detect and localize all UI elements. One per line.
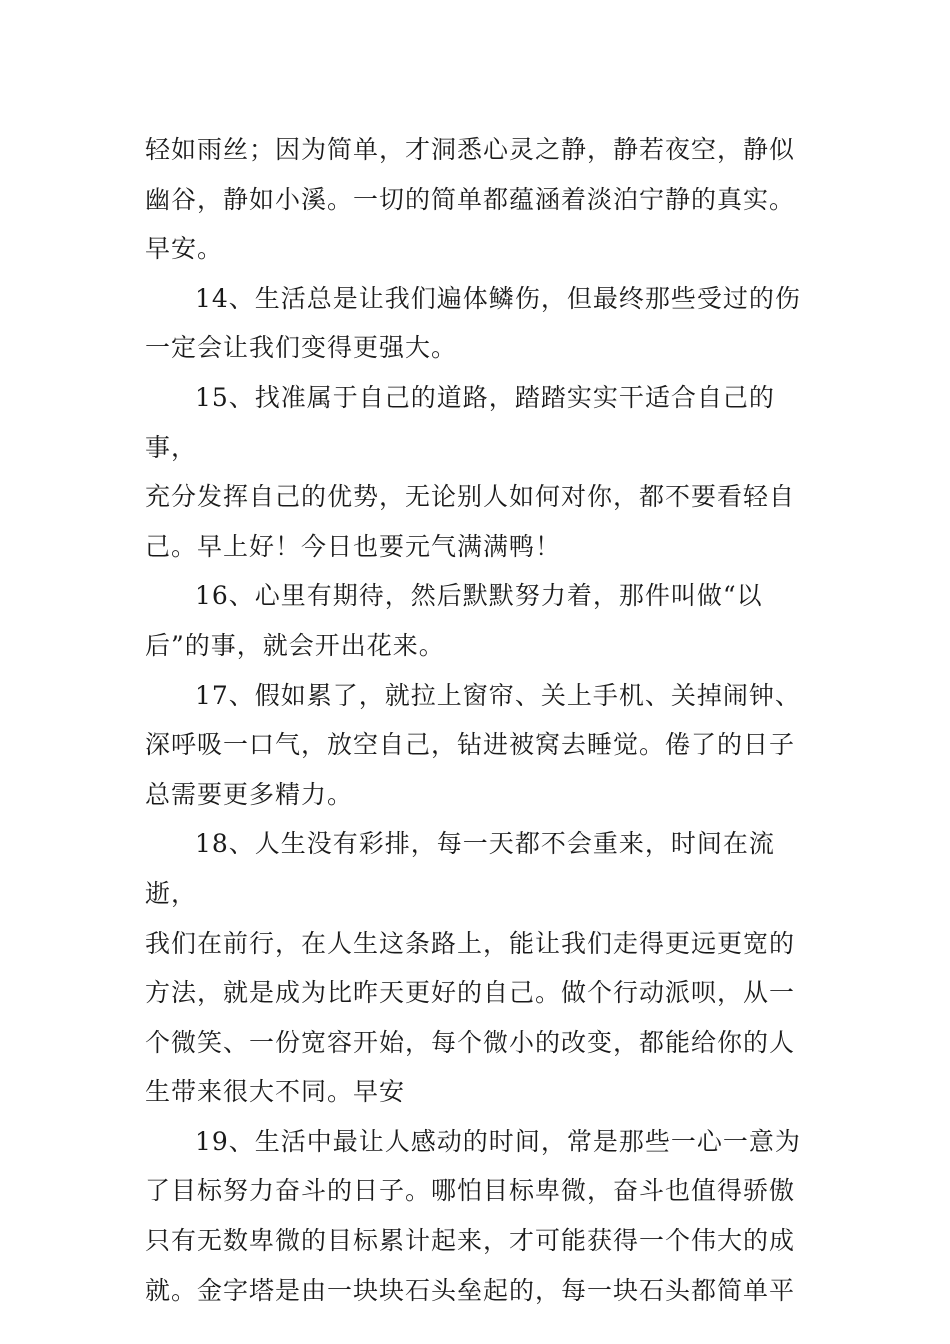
paragraph-continuation: 轻如雨丝；因为简单，才洞悉心灵之静，静若夜空，静似 幽谷，静如小溪。一切的简单都蕴涵着淡泊宁静的真实。 早安。 — [145, 135, 796, 264]
paragraph-17: 17、假如累了，就拉上窗帘、关上手机、关掉闹钟、 深呼吸一口气，放空自己，钻进被窝去睡觉。倦了的日子 总需要更多精力。 — [145, 680, 801, 809]
document-body — [145, 125, 810, 1315]
paragraph-19: 19、生活中最让人感动的时间，常是那些一心一意为 了目标努力奋斗的日子。哪怕目标卑微，奋斗也值得骄傲 只有无数卑微的目标累计起来，才可能获得一个伟大的成 就。金字塔是由一块块石头垒起的，每一块石头都简单平 — [145, 1126, 801, 1305]
paragraph-18: 18、人生没有彩排，每一天都不会重来，时间在流逝， 我们在前行，在人生这条路上，能让我们走得更远更宽的 方法，就是成为比昨天更好的自己。做个行动派呗，从一 个微笑、一份宽容开始，每个微小的改变，都能给你的人 生带来很大不同。早安 — [145, 829, 796, 1107]
paragraph-15: 15、找准属于自己的道路，踏踏实实干适合自己的事， 充分发挥自己的优势，无论别人如何对你，都不要看轻自 己。早上好！今日也要元气满满鸭！ — [145, 382, 796, 561]
paragraph-16: 16、心里有期待，然后默默努力着，那件叫做“以 后”的事，就会开出花来。 — [145, 581, 763, 660]
paragraph-14: 14、生活总是让我们遍体鳞伤，但最终那些受过的伤 一定会让我们变得更强大。 — [145, 283, 801, 363]
